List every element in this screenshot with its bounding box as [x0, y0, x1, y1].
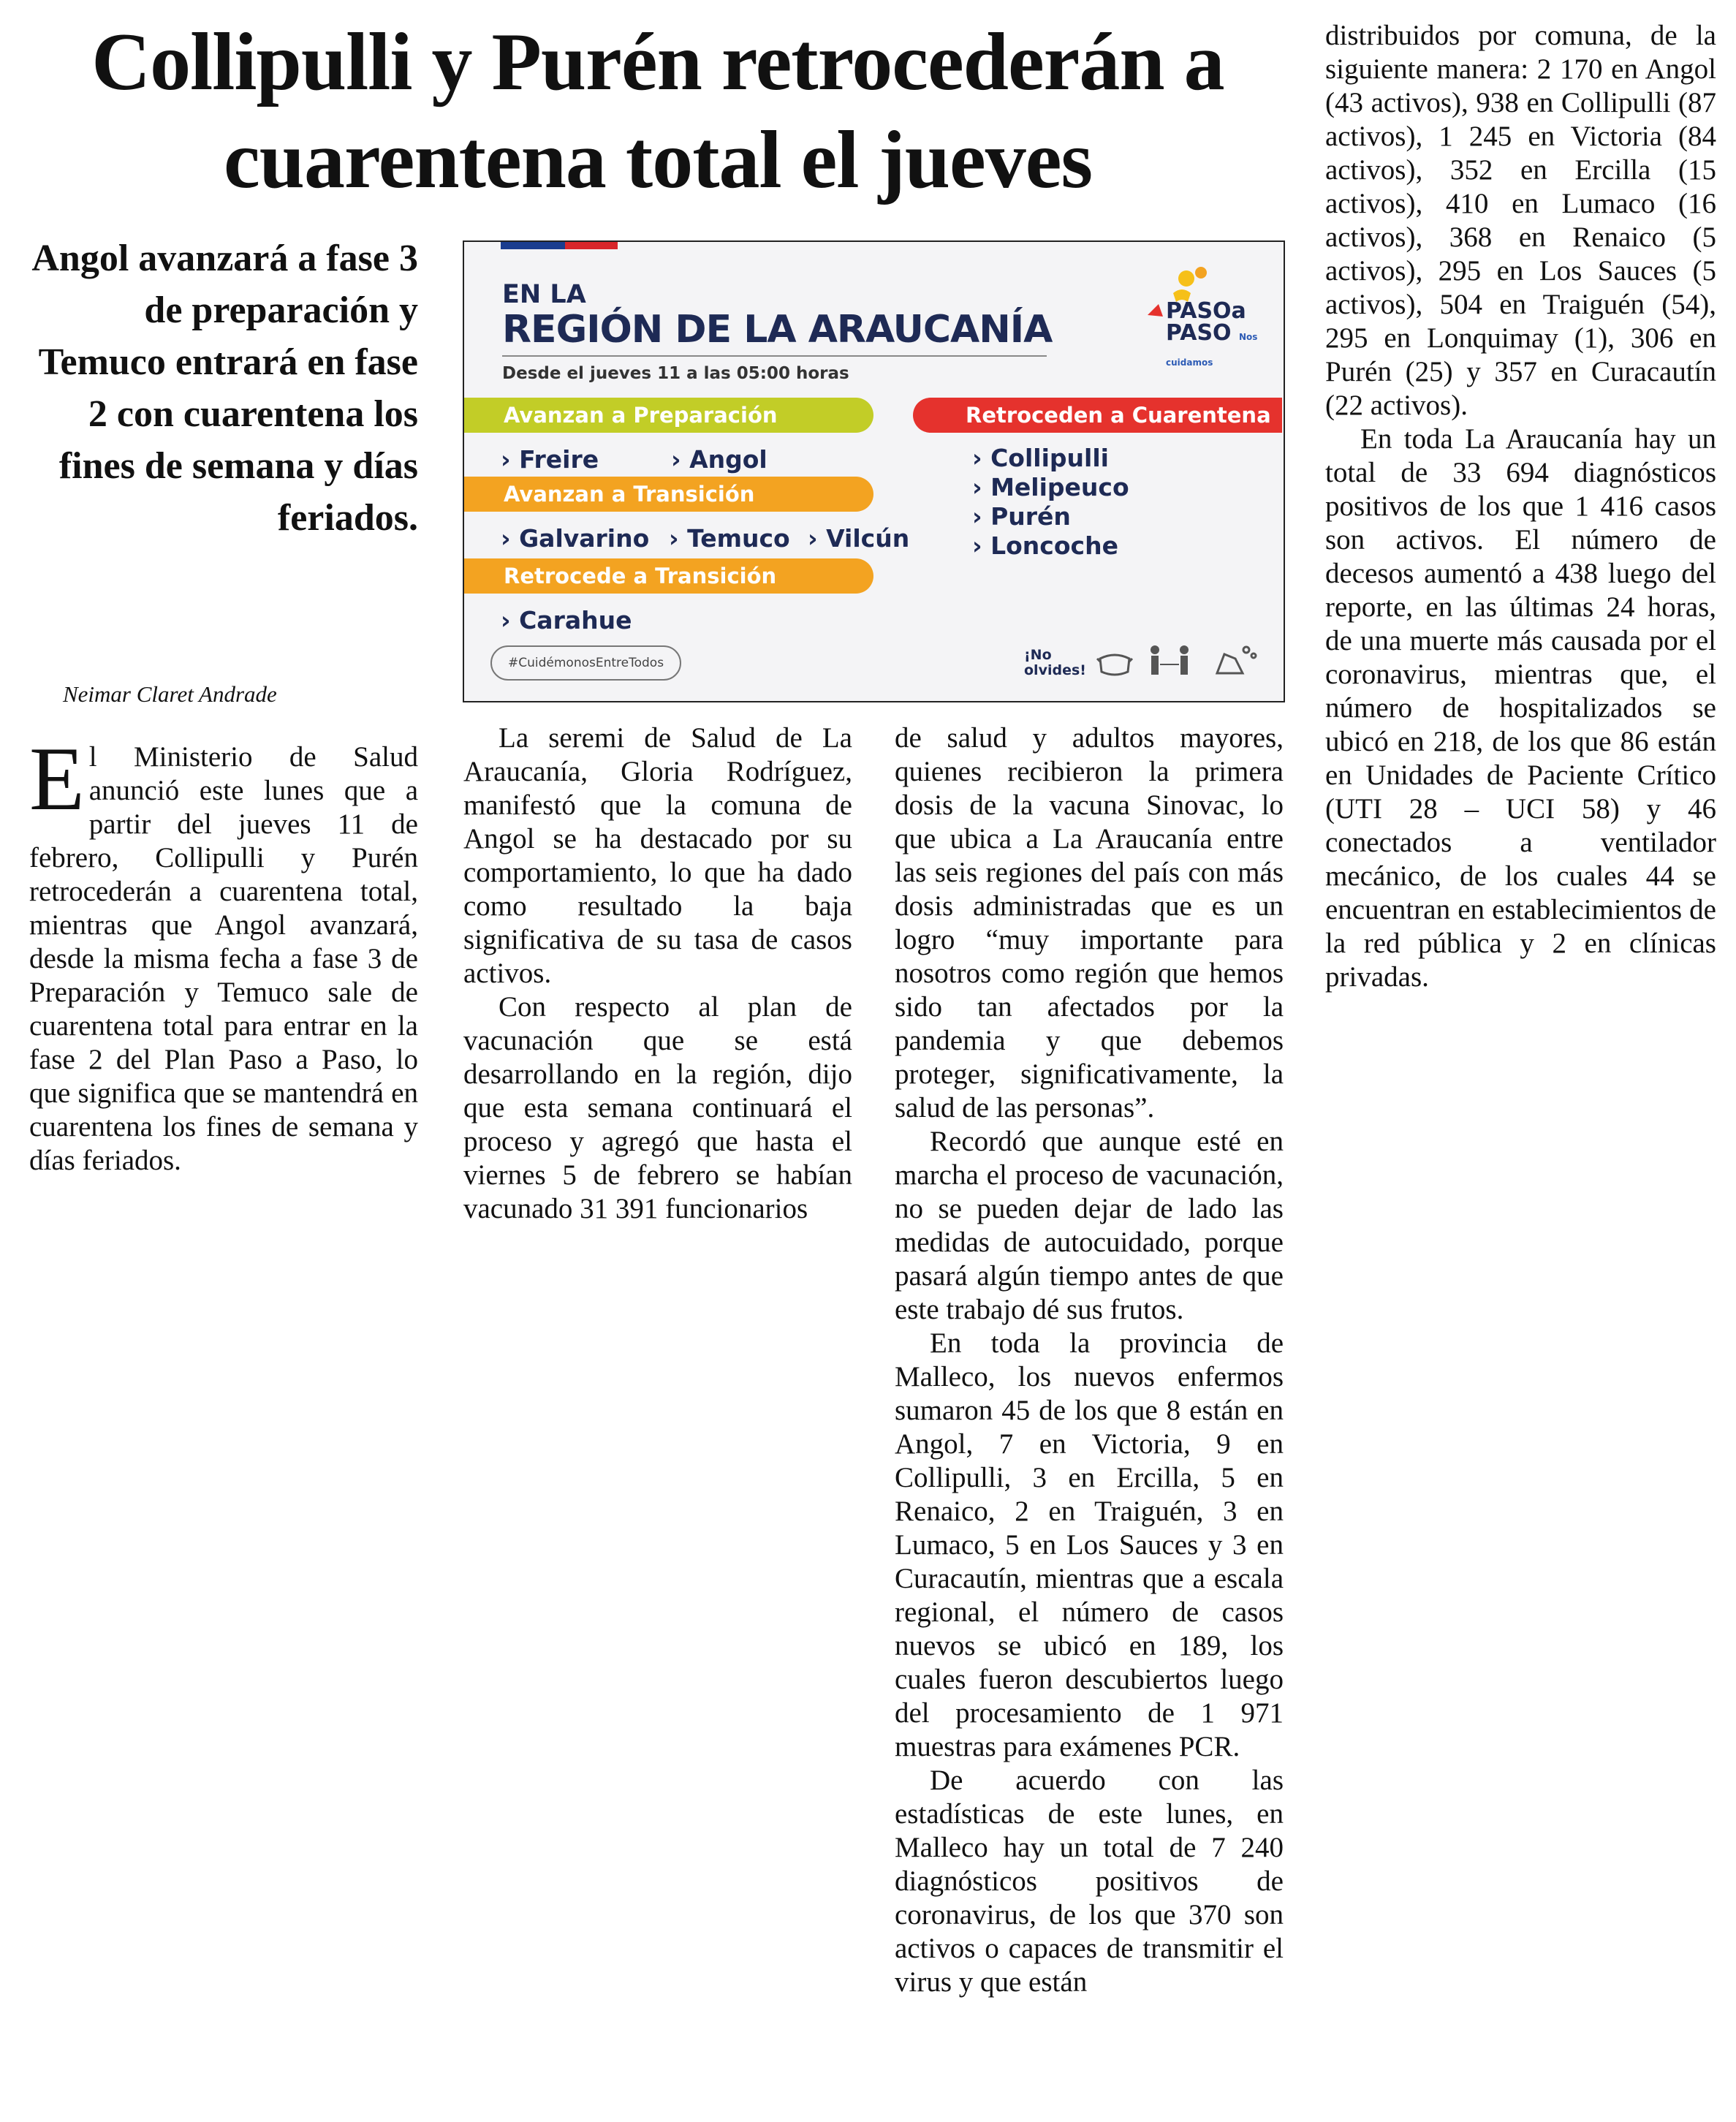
byline: Neimar Claret Andrade	[63, 681, 277, 707]
item-vilcun: › Vilcún	[808, 524, 910, 553]
paragraph-text: l Ministerio de Salud anunció este lunes que a partir del jueves 11 de febrero, Collipulli y Purén retrocederán a cuarentena total, mientras que Angol avanzará, desde la misma fecha a fase 3 de Preparación y Temuco sale de cuarentena total para entrar en la fase 2 del Plan Paso a Paso, lo que significa que se mantendrá en cuarentena los fines de semana y días feriados.	[29, 741, 418, 1176]
logo-line-2: PASO	[1166, 320, 1232, 346]
graphic-date: Desde el jueves 11 a las 05:00 horas	[502, 364, 849, 383]
item-galvarino: › Galvarino	[501, 524, 650, 553]
paragraph: Recordó que aunque esté en marcha el proceso de vacunación, no se pueden dejar de lado las medidas de autocuidado, porque pasará algún tiempo antes de que este trabajo dé sus frutos.	[895, 1126, 1284, 1325]
deck-subtitle: Angol avanzará a fase 3 de preparación y Temuco entrará en fase 2 con cuarentena los fines de semana y días feriados.	[31, 238, 418, 539]
band-avanzan-preparacion: Avanzan a Preparación	[464, 398, 873, 433]
handwash-icon	[1217, 647, 1256, 673]
item-puren: › Purén	[972, 502, 1071, 531]
item-collipulli: › Collipulli	[972, 444, 1109, 472]
flag-stripe	[501, 242, 618, 249]
paragraph	[29, 729, 418, 1178]
paragraph: distribuidos por comuna, de la siguiente manera: 2 170 en Angol (43 activos), 938 en Collipulli (87 activos), 1 245 en Victoria (84 activos), 352 en Ercilla (15 activos), 410 en Lumaco (16 activos), 368 en Renaico (5 activos), 295 en Los Sauces (5 activos), 504 en Traiguén (54), 295 en Lonquimay (1), 306 en Purén (25) y 357 en Curacautín (22 activos).	[1325, 20, 1716, 421]
drop-cap: E	[29, 729, 85, 829]
item-angol: › Angol	[671, 445, 767, 474]
item-loncoche: › Loncoche	[972, 531, 1118, 560]
band-avanzan-transicion: Avanzan a Transición	[464, 477, 873, 512]
mask-icon	[1097, 655, 1132, 675]
logo-text	[1166, 300, 1284, 374]
divider	[502, 355, 1047, 357]
infographic-paso-a-paso	[463, 240, 1285, 702]
column-4	[1325, 19, 1716, 994]
paragraph: Con respecto al plan de vacunación que se está desarrollando en la región, dijo que esta semana continuará el proceso y agregó que hasta el viernes 5 de febrero se habían vacunado 31 391 funcionarios	[463, 991, 852, 1224]
no-olvides-line-1: ¡No	[1024, 647, 1052, 663]
paragraph: En toda La Araucanía hay un total de 33 694 diagnósticos positivos de los que 1 416 casos son activos. El número de decesos aumentó a 438 luego del reporte, en las últimas 24 horas, de una muerte más causada por el coronavirus, mientras que, el número de hospitalizados se ubicó en 218, de los que 86 están en Unidades de Paciente Crítico (UTI 28 – UCI 58) y 46 conectados a ventilador mecánico, de los cuales 44 se encuentran en establecimientos de la red pública y 2 en clínicas privadas.	[1325, 423, 1716, 993]
item-melipeuco: › Melipeuco	[972, 473, 1129, 501]
band-retroceden-cuarentena: Retroceden a Cuarentena	[913, 398, 1282, 433]
column-2	[463, 721, 852, 1226]
item-freire: › Freire	[501, 445, 599, 474]
paragraph: de salud y adultos mayores, quienes recibieron la primera dosis de la vacuna Sinovac, lo que ubica a La Araucanía entre las seis regiones del país con más dosis administradas que es un logro “muy importante para nosotros como región que hemos sido tan afectados por la pandemia y que debemos proteger, significativamente, la salud de las personas”.	[895, 722, 1284, 1123]
graphic-title: REGIÓN DE LA ARAUCANÍA	[502, 308, 1053, 352]
item-temuco: › Temuco	[669, 524, 790, 553]
prevention-icons	[1093, 637, 1276, 689]
band-retrocede-transicion: Retrocede a Transición	[464, 558, 873, 594]
item-carahue: › Carahue	[501, 606, 632, 634]
paragraph: En toda la provincia de Malleco, los nuevos enfermos sumaron 45 de los que 8 están en Angol, 7 en Victoria, 9 en Collipulli, 3 en Ercilla, 5 en Renaico, 2 en Traiguén, 3 en Lumaco, 5 en Los Sauces y 3 en Curacautín, mientras que a escala regional, el número de casos nuevos se ubicó en 189, los cuales fueron descubiertos luego del procesamiento de 1 971 muestras para exámenes PCR.	[895, 1327, 1284, 1762]
headline: Collipulli y Purén retrocederán a cuarentena total el jueves	[91, 17, 1224, 205]
hashtag-badge: #CuidémonosEntreTodos	[490, 645, 681, 681]
no-olvides-line-2: olvides!	[1024, 662, 1086, 678]
column-1	[29, 729, 418, 1178]
paragraph: La seremi de Salud de La Araucanía, Gloria Rodríguez, manifestó que la comuna de Angol se ha destacado por su comportamiento, lo que ha dado como resultado la baja significativa de su tasa de casos activos.	[463, 722, 852, 989]
paragraph: De acuerdo con las estadísticas de este lunes, en Malleco hay un total de 7 240 diagnósticos positivos de coronavirus, de los que 370 son activos o capaces de transmitir el virus y que están	[895, 1765, 1284, 1998]
column-3	[895, 721, 1284, 1999]
no-olvides-label	[1024, 648, 1086, 678]
distance-icon	[1151, 645, 1189, 675]
logo-sub: Nos cuidamos	[1166, 332, 1258, 368]
graphic-pre-title: EN LA	[502, 280, 586, 309]
logo-line-1: PASOa	[1166, 298, 1246, 324]
